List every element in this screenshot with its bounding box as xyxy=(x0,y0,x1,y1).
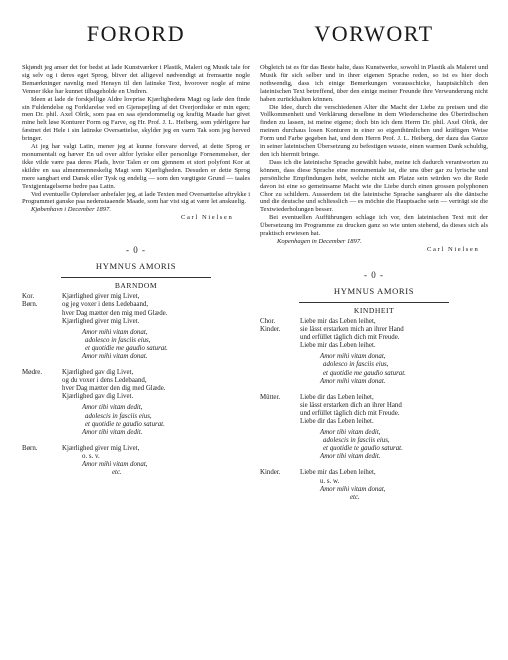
verse-line: Liebe mir das Leben leihet, xyxy=(300,317,376,325)
verse-line: Kjærlighed giver mig Livet. xyxy=(62,317,140,325)
verse-line: und erfüllet täglich dich mit Freude. xyxy=(300,409,400,417)
verse-line: Kjærlighed gav dig Livet. xyxy=(62,393,134,401)
verse-line: Kjærlighed giver mig Livet, xyxy=(62,444,140,452)
latin-line: etc. xyxy=(350,493,360,501)
stanza xyxy=(22,369,250,401)
preface-paragraph: Ved eventuelle Opførelser anbefaler jeg, at lade Texten med Oversættelse aftrykke i Programmet ganske paa nedenstaaende Maade, som har vist sig at være let anskuelig. xyxy=(22,190,251,206)
place-date: Kopenhagen in December 1897. xyxy=(277,237,362,245)
page-title-forord: FORORD xyxy=(86,21,186,46)
latin-line: Amor mihi vitam donat, xyxy=(82,328,148,336)
stanza xyxy=(260,394,488,426)
preface-paragraph: Ideen at lade de forskjellige Aldre lovprise Kjærlighedens Magt og lade den finde sin Fuldendelse og Forklarelse ved en Gjenspejling af det Overjordiske er min egen; men Dr. phil. Axel Olrik, som paa en saa ejendommelig og kraftig Maade har givet mine helt løse Konturer Form og Farve, og Hr. Prof. J. L. Heiberg, som ydérligere har fæstnet det Hele i sin latinske Oversættelse, skylder jeg en varm Tak som jeg herved bringer. xyxy=(22,95,250,143)
hymn-title: HYMNUS AMORIS xyxy=(333,285,415,296)
place-date: Kjøbenhavn i December 1897. xyxy=(31,206,111,214)
hymn-verses xyxy=(260,318,488,502)
section-divider: - 0 - xyxy=(126,245,146,256)
preface-paragraph: At jeg har valgt Latin, mener jeg at kunne forsvare derved, at dette Sprog er monumentalt og hæver En ud over altfor lyriske eller personlige Fornemmelser, der ikke vilde være paa deres Plads, hvor Talen er om gjennem et stort polyfont Kor at skildre en saa almenmenneskelig Magt som Kjærligheden. Desuden er dette Sprog mere sangbart end Dansk eller Tysk og endelig — som den vægtigste Grund — taales Textgjentagelserne bedre paa Latin. xyxy=(22,143,250,190)
latin-verse xyxy=(260,486,488,502)
preface-text xyxy=(22,64,250,222)
latin-line: Amor mihi vitam donat, xyxy=(320,353,386,361)
verse-line: og du voxer i dens Ledebaand, xyxy=(62,377,147,385)
latin-verse xyxy=(260,429,488,461)
speaker-label: Kinder. xyxy=(260,326,281,334)
verse-line: Kjærlighed giver mig Livet, xyxy=(62,293,140,301)
speaker-label: Kinder. xyxy=(260,469,281,477)
latin-line: adolesco in fasciis eius, xyxy=(85,336,151,344)
verse-line: Liebe mir das Leben leihet, xyxy=(300,469,376,477)
speaker-label: Chor. xyxy=(260,317,276,325)
etc-marker: o. s. v. xyxy=(82,452,100,460)
stanza xyxy=(260,469,488,477)
verse-line: Liebe dir das Leben leihet, xyxy=(300,393,374,401)
latin-line: et quotidie te gaudio saturat. xyxy=(85,420,165,428)
verse-line: sie lässt erstarken dich an ihrer Hand xyxy=(300,401,402,409)
hymn-title: HYMNUS AMORIS xyxy=(95,261,177,272)
verse-line: Kjærlighed gav dig Livet, xyxy=(62,369,134,377)
stanza xyxy=(260,326,488,350)
stanza xyxy=(22,301,250,325)
latin-line: Amor tibi vitam dedit. xyxy=(82,428,143,436)
latin-verse xyxy=(22,329,250,361)
section-divider: - 0 - xyxy=(364,269,384,280)
preface-paragraph: Skjøndt jeg anser det for bedst at lade Kunstværker i Plastik, Maleri og Musik tale for sig selv og i deres eget Sprog, bliver det alligevel nødvendigt at fremsætte nogle Bemærkninger navnlig med Hensyn til den latinske Text, hvorover nogle af mine Venner ikke har kunnet tilbageholde en Undren. xyxy=(22,64,250,95)
german-column xyxy=(260,0,488,502)
preface-paragraph: Bei eventuellen Aufführungen schlage ich vor, den lateinischen Text mit der Übersetzung im Programme zu drucken ganz so wie unten stehend, da dieses sich als praktisch erwiesen hat. xyxy=(260,214,488,238)
verse-line: Liebe mir das Leben leihet. xyxy=(300,342,376,350)
danish-column xyxy=(22,0,250,477)
speaker-label: Mütter. xyxy=(260,393,281,401)
latin-line: etc. xyxy=(112,469,122,477)
latin-line: et quotidie me gaudio saturat. xyxy=(323,369,406,377)
latin-line: Amor tibi vitam dedit. xyxy=(320,453,381,461)
verse-line: Liebe dir das Leben leihet. xyxy=(300,417,374,425)
verse-line: sie lässt erstarken mich an ihrer Hand xyxy=(300,326,404,334)
stanza xyxy=(260,318,488,326)
etc-marker: u. s. w. xyxy=(320,477,340,485)
preface-paragraph: Obgleich ist es für das Beste halte, dass Kunstwerke, sowohl in Plastik als Malerei und Musik für sich selber und in ihrer eigenen Sprache reden, so ist es hier doch nothwendig, dass ich einige Bemerkungen vorausschicke, hauptsächlich den lateinischen Text betreffend, über den einige meiner Freunde ihre Verwunderung nicht haben zurückhalten können. xyxy=(260,64,488,103)
latin-line: Amor tibi vitam dedit, xyxy=(320,429,381,437)
latin-line: Amor mihi vitam donat, xyxy=(82,461,148,468)
latin-line: Amor mihi vitam donat. xyxy=(82,352,148,360)
stanza xyxy=(22,445,250,453)
verse-line: und erfüllet täglich dich mit Freude. xyxy=(300,334,400,342)
section-heading: BARNDOM xyxy=(114,281,158,291)
page-title-vorwort: VORWORT xyxy=(314,21,434,46)
latin-line: Amor mihi vitam donat, xyxy=(320,485,386,493)
latin-line: Amor tibi vitam dedit, xyxy=(82,404,143,412)
speaker-label: Børn. xyxy=(22,444,38,452)
preface-paragraph: Die Idee, durch die verschiedenen Alter die Macht der Liebe zu preisen und die Vollkommenheit und Verklärung derselbne in dem Wiederscheine des Überirdischen finden zu lassen, ist meine eigene; doch bin ich dem Herrn Dr. phil. Axel Olrik, der meinen durchaus losen Konturen in einer so eigenthümlichen und kräftigen Weise Form und Farbe gegeben hat, und dem Herrn Prof. J. L. Heiberg, der dazu das Ganze in seiner lateinischen Übersetzung zu befestigen wusste, einen warmen Dank schuldig, den ich hiermit bringe. xyxy=(260,103,488,158)
speaker-label: Mødre. xyxy=(22,369,43,377)
preface-paragraph: Dass ich die lateinische Sprache gewählt habe, meine ich dadurch verantworten zu können, dass diese Sprache eine monumentale ist, die uns über gar zu lyrische und persönliche Empfindungen hebt, welche nicht am Platze sein würden wo die Rede davon ist eine so gemeinsame Macht wie die Liebe durch einen grossen polyphonen Chor zu schildern. Ausserdem ist die lateinische Sprache sangbarer als die dänische und die deutsche und schliesslich — es möchte die Hauptsache sein — verträgt sie die Textwiederholungen besser. xyxy=(260,158,488,214)
latin-verse xyxy=(22,404,250,436)
signature: Carl Nielsen xyxy=(427,245,480,253)
latin-verse xyxy=(22,461,250,477)
verse-line: hver Dag mætter den mig med Glæde. xyxy=(62,309,168,317)
latin-line: Amor mihi vitam donat. xyxy=(320,377,386,385)
latin-line: adolescis in fasciis eius, xyxy=(323,437,390,445)
stanza xyxy=(22,293,250,301)
latin-line: et quotidie me gaudio saturat. xyxy=(85,344,168,352)
latin-line: adolesco in fasciis eius, xyxy=(323,361,389,369)
latin-verse xyxy=(260,353,488,385)
latin-line: adolescis in fasciis eius, xyxy=(85,412,152,420)
speaker-label: Kor. xyxy=(22,293,35,301)
speaker-label: Børn. xyxy=(22,301,38,309)
preface-text xyxy=(260,64,488,254)
latin-line: et quotidie te gaudio saturat. xyxy=(323,445,403,453)
verse-line: hver Dag mætter den dig med Glæde. xyxy=(62,385,166,393)
verse-line: og jeg voxer i dens Ledebaand, xyxy=(62,301,149,309)
signature: Carl Nielsen xyxy=(181,214,234,222)
section-heading: KINDHEIT xyxy=(353,305,395,315)
hymn-verses xyxy=(22,293,250,477)
